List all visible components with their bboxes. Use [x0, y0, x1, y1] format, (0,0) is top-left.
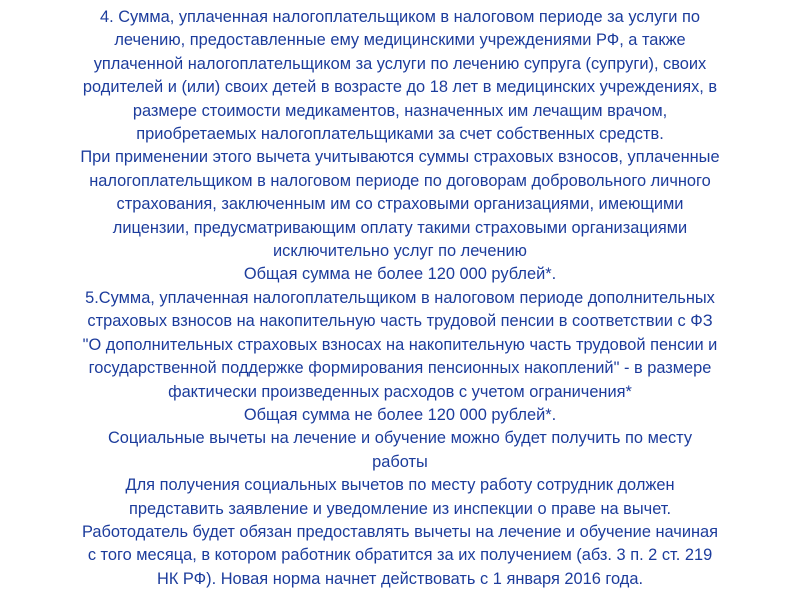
text-line: налогоплательщиком в налоговом периоде по договорам добровольного личного	[89, 171, 711, 190]
text-line: При применении этого вычета учитываются суммы страховых взносов, уплаченные	[80, 148, 720, 167]
text-line: 5.Сумма, уплаченная налогоплательщиком в налоговом периоде дополнительных	[85, 288, 715, 307]
text-line: лицензии, предусматривающим оплату такими страховыми организациями	[112, 218, 688, 237]
text-line: с того месяца, в котором работник обратится за их получением (абз. 3 п. 2 ст. 219	[87, 546, 713, 565]
text-line: Работодатель будет обязан предоставлять вычеты на лечение и обучение начиная	[81, 522, 719, 541]
text-line: исключительно услуг по лечению	[273, 242, 527, 261]
text-line: Общая сумма не более 120 000 рублей*.	[243, 405, 557, 424]
text-line: государственной поддержке формирования пенсионных накоплений" - в размере	[88, 359, 712, 378]
text-line: 4. Сумма, уплаченная налогоплательщиком в налоговом периоде за услуги по	[100, 8, 700, 26]
text-line: лечению, предоставленные ему медицинскими учреждениями РФ, а также	[114, 31, 686, 50]
text-line: уплаченной налогоплательщиком за услуги по лечению супруга (супруги), своих	[93, 54, 707, 73]
text-line: работы	[372, 452, 428, 471]
text-line: страховых взносов на накопительную часть трудовой пенсии в соответствии с ФЗ	[87, 312, 713, 331]
text-line: представить заявление и уведомление из инспекции о праве на вычет.	[128, 499, 672, 518]
text-line: фактически произведенных расходов с учетом ограничения*	[168, 382, 632, 401]
text-line: "О дополнительных страховых взносах на накопительную часть трудовой пенсии и	[82, 335, 718, 354]
text-line: размере стоимости медикаментов, назначенных им лечащим врачом,	[132, 101, 668, 120]
text-line: Для получения социальных вычетов по месту работу сотрудник должен	[125, 476, 675, 495]
text-line: НК РФ). Новая норма начнет действовать с 1 января 2016 года.	[156, 569, 643, 588]
text-line: Общая сумма не более 120 000 рублей*.	[243, 265, 557, 284]
text-line: приобретаемых налогоплательщиками за счет собственных средств.	[136, 125, 664, 144]
text-line: родителей и (или) своих детей в возрасте до 18 лет в медицинских учреждениях, в	[82, 78, 718, 97]
text-line: Социальные вычеты на лечение и обучение можно будет получить по месту	[107, 429, 693, 448]
text-line: страхования, заключенным им со страховыми организациями, имеющими	[116, 195, 684, 214]
